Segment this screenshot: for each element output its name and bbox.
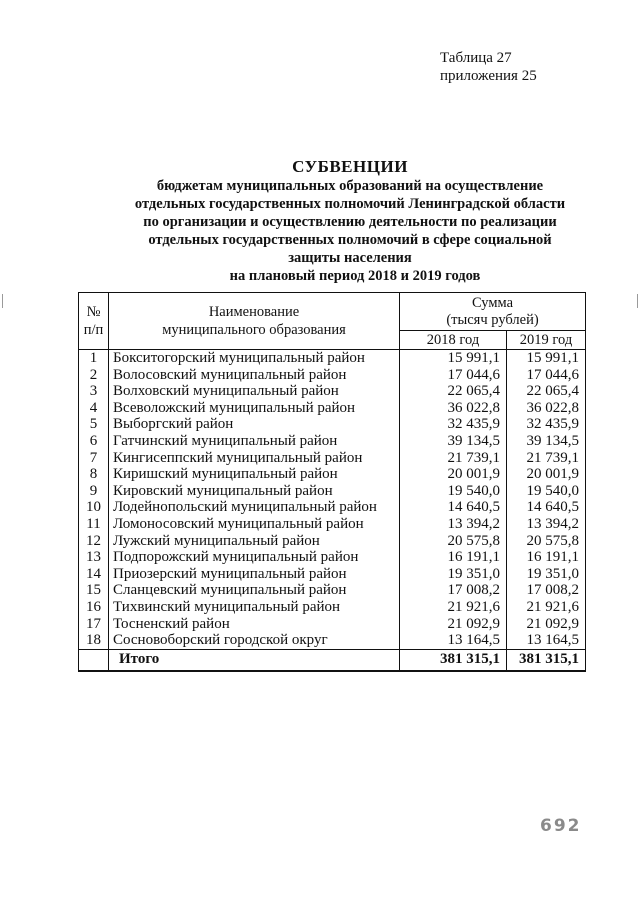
total-row [79,649,586,671]
municipality-name: Подпорожский муниципальный район [109,549,400,566]
municipality-name: Всеволожский муниципальный район [109,400,400,417]
row-number: 8 [79,466,109,483]
municipality-name: Лужский муниципальный район [109,533,400,550]
amount-2019: 16 191,1 [507,549,586,566]
amount-2019: 21 739,1 [507,450,586,467]
row-number: 9 [79,483,109,500]
column-header-number [79,293,109,350]
row-number: 14 [79,566,109,583]
column-header-number-sign: № [86,304,101,320]
amount-2018: 13 394,2 [400,516,507,533]
table-row [79,599,586,616]
table-row [79,350,586,367]
amount-2018: 32 435,9 [400,416,507,433]
amount-2019: 13 394,2 [507,516,586,533]
table-row [79,632,586,649]
amount-2019: 36 022,8 [507,400,586,417]
table-reference [440,49,537,85]
column-header-2018: 2018 год [400,331,507,350]
municipality-name: Тихвинский муниципальный район [109,599,400,616]
table-row [79,433,586,450]
amount-2018: 19 540,0 [400,483,507,500]
scan-edge-mark-left [2,294,3,308]
municipality-name: Сосновоборский городской округ [109,632,400,649]
row-number: 16 [79,599,109,616]
municipality-name: Гатчинский муниципальный район [109,433,400,450]
page-number-stamp: 692 [540,816,582,836]
document-title [60,157,640,285]
table-row [79,466,586,483]
amount-2018: 20 575,8 [400,533,507,550]
table-row [79,483,586,500]
total-num-cell [79,649,109,671]
municipality-name: Волховский муниципальный район [109,383,400,400]
amount-2018: 15 991,1 [400,350,507,367]
amount-2019: 19 540,0 [507,483,586,500]
table-row [79,499,586,516]
column-header-sum-line2: (тысяч рублей) [446,312,539,328]
row-number: 7 [79,450,109,467]
amount-2019: 17 044,6 [507,367,586,384]
amount-2018: 13 164,5 [400,632,507,649]
municipality-name: Тосненский район [109,616,400,633]
table-row [79,533,586,550]
amount-2018: 21 739,1 [400,450,507,467]
title-main: СУБВЕНЦИИ [292,157,408,176]
table-row [79,582,586,599]
amount-2018: 36 022,8 [400,400,507,417]
title-line-6: на плановый период 2018 и 2019 годов [229,268,481,284]
table-row [79,516,586,533]
municipality-name: Выборгский район [109,416,400,433]
column-header-sum-units [400,312,586,331]
column-header-number-abbr: п/п [83,322,104,338]
row-number: 5 [79,416,109,433]
row-number: 13 [79,549,109,566]
municipality-name: Кировский муниципальный район [109,483,400,500]
table-row [79,383,586,400]
amount-2019: 39 134,5 [507,433,586,450]
column-header-name [109,293,400,350]
table-row [79,400,586,417]
title-line-4: отдельных государственных полномочий в сфере социальной [148,232,552,248]
column-header-name-line1: Наименование [208,304,300,320]
municipality-name: Кингисеппский муниципальный район [109,450,400,467]
amount-2019: 32 435,9 [507,416,586,433]
table-row [79,367,586,384]
table-row [79,416,586,433]
municipality-name: Ломоносовский муниципальный район [109,516,400,533]
row-number: 6 [79,433,109,450]
municipality-name: Приозерский муниципальный район [109,566,400,583]
amount-2018: 22 065,4 [400,383,507,400]
appendix-number: приложения 25 [440,68,537,84]
amount-2018: 16 191,1 [400,549,507,566]
row-number: 12 [79,533,109,550]
municipality-name: Лодейнопольский муниципальный район [109,499,400,516]
amount-2019: 20 575,8 [507,533,586,550]
row-number: 1 [79,350,109,367]
amount-2019: 20 001,9 [507,466,586,483]
total-2019: 381 315,1 [507,649,586,671]
amount-2019: 17 008,2 [507,582,586,599]
row-number: 15 [79,582,109,599]
column-header-sum-line1: Сумма [471,295,514,311]
table-row [79,549,586,566]
scan-edge-mark-right [637,294,638,308]
row-number: 3 [79,383,109,400]
column-header-name-line2: муниципального образования [162,322,346,338]
amount-2018: 21 092,9 [400,616,507,633]
title-line-3: по организации и осуществлению деятельности по реализации [143,214,557,230]
table-row [79,450,586,467]
row-number: 2 [79,367,109,384]
column-header-2019: 2019 год [507,331,586,350]
table-row [79,616,586,633]
amount-2018: 39 134,5 [400,433,507,450]
title-line-2: отдельных государственных полномочий Ленинградской области [134,196,566,212]
total-label: Итого [109,649,400,671]
title-line-5: защиты населения [288,250,412,266]
table-row [79,566,586,583]
row-number: 17 [79,616,109,633]
amount-2018: 21 921,6 [400,599,507,616]
column-header-sum [400,293,586,313]
subventions-table [78,292,586,672]
row-number: 11 [79,516,109,533]
amount-2019: 15 991,1 [507,350,586,367]
row-number: 4 [79,400,109,417]
amount-2019: 14 640,5 [507,499,586,516]
row-number: 10 [79,499,109,516]
amount-2019: 19 351,0 [507,566,586,583]
amount-2019: 22 065,4 [507,383,586,400]
municipality-name: Киришский муниципальный район [109,466,400,483]
total-2018: 381 315,1 [400,649,507,671]
amount-2019: 13 164,5 [507,632,586,649]
title-line-1: бюджетам муниципальных образований на осуществление [156,178,544,194]
amount-2018: 17 008,2 [400,582,507,599]
amount-2018: 14 640,5 [400,499,507,516]
amount-2019: 21 092,9 [507,616,586,633]
municipality-name: Сланцевский муниципальный район [109,582,400,599]
amount-2018: 17 044,6 [400,367,507,384]
amount-2018: 20 001,9 [400,466,507,483]
amount-2018: 19 351,0 [400,566,507,583]
table-number: Таблица 27 [440,50,512,66]
row-number: 18 [79,632,109,649]
municipality-name: Волосовский муниципальный район [109,367,400,384]
amount-2019: 21 921,6 [507,599,586,616]
municipality-name: Бокситогорский муниципальный район [109,350,400,367]
